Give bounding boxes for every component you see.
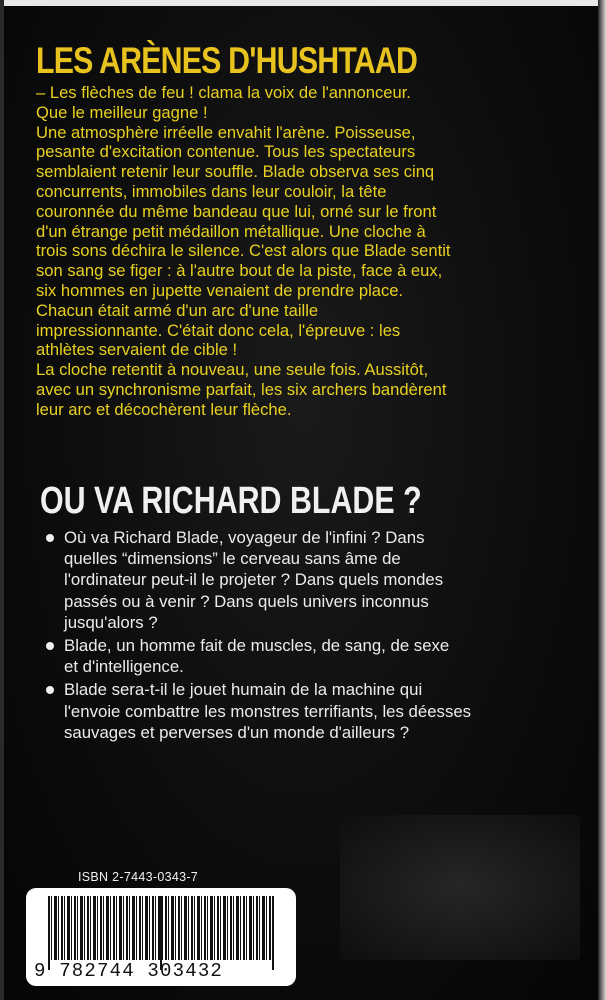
bullet-line: Blade, un homme fait de muscles, de sang, de sexe: [64, 636, 450, 656]
bullet-line: passés ou à venir ? Dans quels univers inconnus: [64, 591, 429, 611]
series-bullets: [44, 527, 564, 743]
excerpt-line: – Les flèches de feu ! clama la voix de l'annonceur.: [36, 83, 411, 102]
excerpt-line: La cloche retentit à nouveau, une seule fois. Aussitôt,: [36, 360, 429, 380]
bullet-line: quelles “dimensions” le cerveau sans âme de: [64, 549, 401, 569]
bullet-line: sauvages et perverses d'un monde d'ailleurs ?: [64, 722, 410, 742]
bullet-icon: [46, 686, 54, 694]
excerpt-line: semblaient retenir leur souffle. Blade observa ses cinq: [36, 162, 435, 182]
barcode-guard: [272, 896, 274, 970]
cover-right-edge: [598, 0, 606, 1000]
excerpt-line: impressionnante. C'était donc cela, l'épreuve : les: [36, 320, 401, 340]
isbn-label: ISBN 2-7443-0343-7: [78, 870, 199, 884]
excerpt-line: trois sons déchira le silence. C'est alors que Blade sentit: [36, 241, 451, 261]
bullet-item: [44, 527, 564, 633]
excerpt-line: concurrents, immobiles dans leur couloir, la tête: [36, 181, 387, 201]
bullet-line: Blade sera-t-il le jouet humain de la machine qui: [64, 680, 423, 700]
barcode-number: 9 782744 303432: [34, 960, 224, 982]
excerpt-line: pesante d'excitation contenue. Tous les spectateurs: [36, 142, 416, 162]
bullet-line: l'envoie combattre les monstres terrifiants, les déesses: [64, 701, 472, 721]
bullet-item: [44, 635, 564, 677]
cover-smudge: [340, 815, 580, 960]
bullet-line: et d'intelligence.: [64, 657, 184, 677]
excerpt-line: athlètes servaient de cible !: [36, 340, 238, 360]
excerpt-title: LES ARÈNES D'HUSHTAAD: [36, 40, 418, 81]
bullet-line: jusqu'alors ?: [64, 612, 158, 632]
excerpt-line: d'un étrange petit médaillon métallique. Une cloche à: [36, 221, 426, 241]
bullet-icon: [46, 642, 54, 650]
bullet-line: l'ordinateur peut-il le projeter ? Dans quels mondes: [64, 570, 444, 590]
bullet-icon: [46, 534, 54, 542]
excerpt-line: six hommes en jupette venaient de prendre place.: [36, 280, 404, 300]
excerpt-text: [36, 83, 556, 420]
excerpt-line: son sang se figer : à l'autre bout de la piste, face à eux,: [36, 261, 443, 281]
bullet-line: Où va Richard Blade, voyageur de l'infini ? Dans: [64, 528, 425, 547]
barcode: [26, 888, 296, 986]
cover-top-edge: [0, 0, 606, 6]
series-title: OU VA RICHARD BLADE ?: [40, 480, 422, 522]
excerpt-line: avec un synchronisme parfait, les six archers bandèrent: [36, 379, 447, 399]
cover-left-edge: [0, 0, 4, 1000]
excerpt-line: couronnée du même bandeau que lui, orné sur le front: [36, 201, 437, 221]
barcode-guard: [160, 896, 162, 970]
excerpt-line: Chacun était armé d'un arc d'une taille: [36, 300, 319, 320]
bullet-item: [44, 679, 564, 743]
excerpt-line: Une atmosphère irréelle envahit l'arène. Poisseuse,: [36, 122, 416, 142]
excerpt-line: Que le meilleur gagne !: [36, 102, 208, 122]
excerpt-line: leur arc et décochèrent leur flèche.: [36, 399, 292, 419]
